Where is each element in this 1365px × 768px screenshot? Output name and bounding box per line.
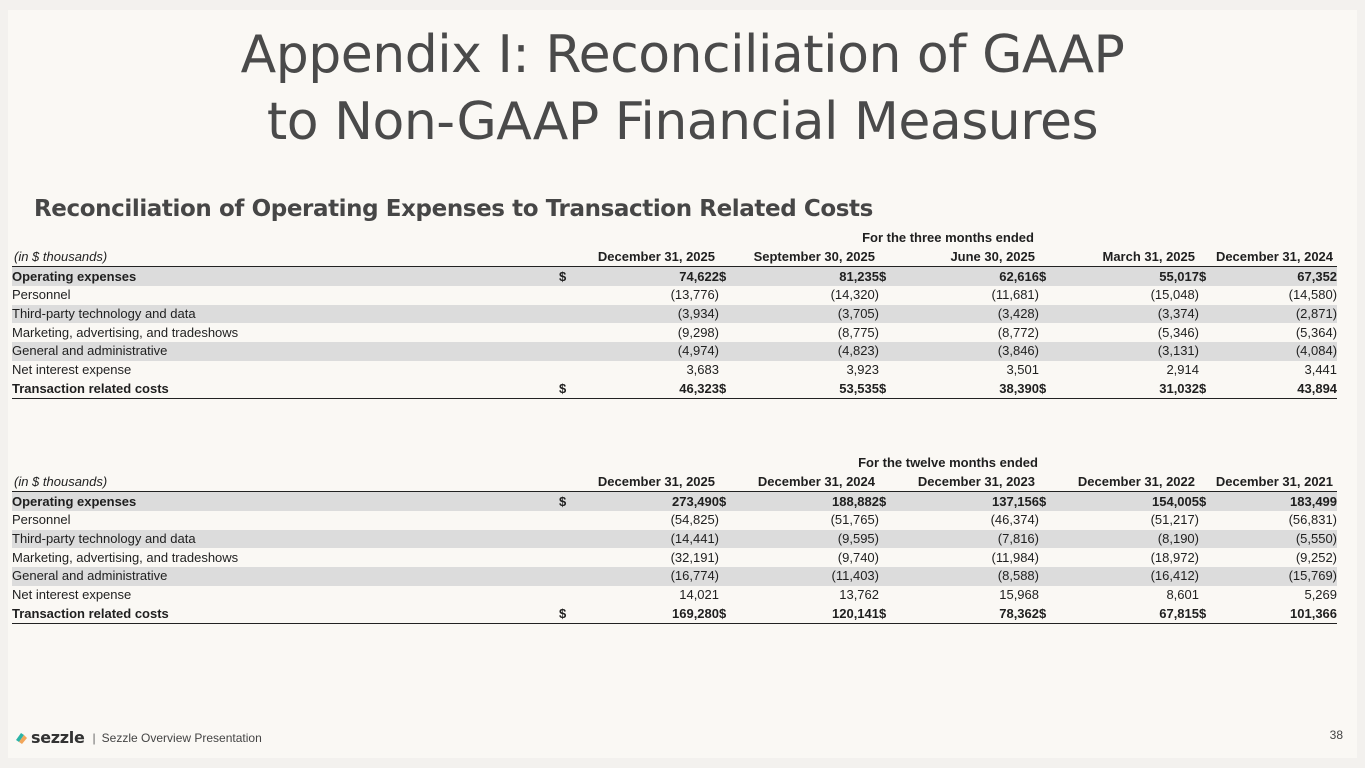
cell-value: 46,323	[575, 380, 719, 399]
page-title	[8, 22, 1357, 156]
table-row	[12, 530, 1337, 549]
header-row	[12, 248, 1337, 267]
currency-symbol	[1199, 548, 1215, 567]
currency-symbol	[1199, 361, 1215, 380]
currency-symbol: $	[559, 492, 575, 511]
currency-symbol	[559, 361, 575, 380]
cell-value: 120,141	[735, 605, 879, 624]
cell-value: (5,550)	[1215, 530, 1337, 549]
cell-value: 14,021	[679, 587, 719, 603]
column-header: December 31, 2024	[719, 473, 879, 492]
row-label: Net interest expense	[12, 587, 132, 603]
currency-symbol	[559, 530, 575, 549]
row-label: Third-party technology and data	[12, 530, 559, 549]
currency-symbol: $	[879, 492, 895, 511]
sezzle-logo-icon	[14, 731, 28, 745]
row-label: General and administrative	[12, 342, 559, 361]
table-row	[12, 267, 1337, 286]
row-label: Transaction related costs	[12, 380, 559, 399]
footer-separator: |	[92, 730, 96, 745]
currency-symbol	[879, 342, 895, 361]
table-row	[12, 605, 1337, 624]
row-label: Operating expenses	[12, 267, 559, 286]
cell-value: (13,776)	[670, 287, 719, 303]
cell-value: 55,017	[1055, 267, 1199, 286]
cell-value: (8,772)	[997, 324, 1039, 340]
currency-symbol	[559, 586, 575, 605]
currency-symbol	[719, 567, 735, 586]
currency-symbol: $	[1199, 492, 1215, 511]
cell-value: (5,364)	[1295, 324, 1338, 340]
cell-value: (11,403)	[735, 567, 879, 586]
currency-symbol	[879, 567, 895, 586]
currency-symbol	[1199, 567, 1215, 586]
currency-symbol	[719, 530, 735, 549]
currency-symbol	[719, 361, 735, 380]
currency-symbol	[719, 511, 735, 530]
currency-symbol	[879, 305, 895, 324]
column-header: December 31, 2022	[1039, 473, 1199, 492]
currency-symbol	[879, 530, 895, 549]
cell-value: 78,362	[895, 605, 1039, 624]
period-spacer	[12, 229, 559, 248]
cell-value: 15,968	[999, 587, 1039, 603]
currency-symbol	[559, 286, 575, 305]
row-label: Third-party technology and data	[12, 305, 559, 324]
cell-value: (51,217)	[1150, 512, 1199, 528]
column-header: December 31, 2025	[559, 248, 719, 267]
table-row	[12, 342, 1337, 361]
column-header: December 31, 2025	[559, 473, 719, 492]
table-row	[12, 492, 1337, 511]
cell-value: 137,156	[895, 492, 1039, 511]
table-row	[12, 323, 1337, 342]
currency-symbol	[1199, 530, 1215, 549]
row-label: Personnel	[12, 287, 71, 303]
cell-value: 13,762	[839, 587, 879, 603]
period-label: For the three months ended	[862, 230, 1034, 246]
period-row	[12, 229, 1337, 248]
currency-symbol: $	[559, 605, 575, 624]
cell-value: (18,972)	[1150, 549, 1199, 565]
currency-symbol	[1199, 511, 1215, 530]
column-header: December 31, 2024	[1199, 248, 1337, 267]
row-label: Personnel	[12, 512, 71, 528]
cell-value: (51,765)	[830, 512, 879, 528]
three-months-table	[12, 229, 1337, 399]
currency-symbol	[1039, 586, 1055, 605]
currency-symbol: $	[879, 267, 895, 286]
cell-value: (3,934)	[575, 305, 719, 324]
row-label: Marketing, advertising, and tradeshows	[12, 549, 239, 565]
currency-symbol	[1039, 361, 1055, 380]
table-row	[12, 548, 1337, 567]
currency-symbol: $	[1039, 380, 1055, 399]
table-row	[12, 380, 1337, 399]
currency-symbol: $	[1199, 267, 1215, 286]
currency-symbol: $	[719, 380, 735, 399]
currency-symbol: $	[1039, 492, 1055, 511]
row-label: Operating expenses	[12, 492, 559, 511]
cell-value: 273,490	[575, 492, 719, 511]
cell-value: (4,974)	[575, 342, 719, 361]
currency-symbol	[1039, 323, 1055, 342]
cell-value: 74,622	[575, 267, 719, 286]
currency-symbol	[1199, 305, 1215, 324]
currency-symbol	[559, 323, 575, 342]
currency-symbol	[559, 342, 575, 361]
cell-value: 183,499	[1215, 492, 1337, 511]
cell-value: 2,914	[1166, 362, 1199, 378]
currency-symbol: $	[879, 605, 895, 624]
cell-value: (2,871)	[1215, 305, 1337, 324]
currency-symbol: $	[1199, 605, 1215, 624]
table-row	[12, 361, 1337, 380]
period-label: For the twelve months ended	[858, 455, 1038, 471]
footer	[14, 728, 262, 747]
units-label: (in $ thousands)	[12, 473, 559, 492]
column-header: March 31, 2025	[1039, 248, 1199, 267]
cell-value: (11,984)	[991, 549, 1039, 565]
row-label: General and administrative	[12, 567, 559, 586]
column-header: December 31, 2021	[1199, 473, 1337, 492]
row-label: Transaction related costs	[12, 605, 559, 624]
currency-symbol	[1199, 323, 1215, 342]
currency-symbol	[719, 323, 735, 342]
currency-symbol	[1199, 586, 1215, 605]
cell-value: (9,252)	[1295, 549, 1338, 565]
cell-value: (15,048)	[1150, 287, 1199, 303]
column-header: December 31, 2023	[879, 473, 1039, 492]
units-label: (in $ thousands)	[12, 248, 559, 267]
table-row	[12, 511, 1337, 530]
table-row	[12, 286, 1337, 305]
cell-value: 3,923	[846, 362, 879, 378]
currency-symbol	[559, 305, 575, 324]
cell-value: (14,441)	[575, 530, 719, 549]
currency-symbol: $	[1039, 267, 1055, 286]
cell-value: 5,269	[1304, 587, 1338, 603]
currency-symbol	[719, 305, 735, 324]
currency-symbol	[1039, 567, 1055, 586]
currency-symbol: $	[719, 267, 735, 286]
currency-symbol	[879, 586, 895, 605]
currency-symbol	[879, 511, 895, 530]
table-row	[12, 305, 1337, 324]
currency-symbol: $	[559, 267, 575, 286]
currency-symbol	[1039, 511, 1055, 530]
cell-value: 3,441	[1304, 362, 1338, 378]
cell-value: 81,235	[735, 267, 879, 286]
cell-value: (7,816)	[895, 530, 1039, 549]
currency-symbol: $	[1039, 605, 1055, 624]
cell-value: (8,588)	[895, 567, 1039, 586]
currency-symbol: $	[879, 380, 895, 399]
cell-value: (3,428)	[895, 305, 1039, 324]
cell-value: 53,535	[735, 380, 879, 399]
currency-symbol	[559, 511, 575, 530]
currency-symbol	[1039, 305, 1055, 324]
currency-symbol	[879, 548, 895, 567]
currency-symbol	[879, 361, 895, 380]
currency-symbol	[719, 548, 735, 567]
currency-symbol	[879, 286, 895, 305]
period-row	[12, 454, 1337, 473]
cell-value: 67,352	[1215, 267, 1337, 286]
currency-symbol	[559, 548, 575, 567]
period-spacer	[12, 454, 559, 473]
currency-symbol	[879, 323, 895, 342]
cell-value: 188,882	[735, 492, 879, 511]
cell-value: (5,346)	[1157, 324, 1199, 340]
title-line-2: to Non-GAAP Financial Measures	[266, 92, 1099, 152]
brand-logo-text: sezzle	[31, 728, 85, 747]
currency-symbol	[719, 342, 735, 361]
cell-value: (3,374)	[1055, 305, 1199, 324]
cell-value: 38,390	[895, 380, 1039, 399]
table-row	[12, 567, 1337, 586]
cell-value: (46,374)	[990, 512, 1039, 528]
title-line-1: Appendix I: Reconciliation of GAAP	[240, 25, 1125, 85]
cell-value: (8,775)	[837, 324, 879, 340]
cell-value: (56,831)	[1288, 512, 1338, 528]
currency-symbol	[1039, 548, 1055, 567]
currency-symbol: $	[719, 492, 735, 511]
cell-value: 169,280	[575, 605, 719, 624]
row-label: Net interest expense	[12, 362, 132, 378]
table-row	[12, 586, 1337, 605]
cell-value: (9,595)	[735, 530, 879, 549]
currency-symbol	[719, 286, 735, 305]
cell-value: (8,190)	[1055, 530, 1199, 549]
cell-value: 62,616	[895, 267, 1039, 286]
cell-value: 8,601	[1166, 587, 1199, 603]
cell-value: (9,740)	[837, 549, 879, 565]
cell-value: (4,823)	[735, 342, 879, 361]
cell-value: 3,501	[1006, 362, 1039, 378]
footer-text: Sezzle Overview Presentation	[101, 730, 262, 745]
row-label: Marketing, advertising, and tradeshows	[12, 324, 239, 340]
currency-symbol	[719, 586, 735, 605]
cell-value: 101,366	[1215, 605, 1337, 624]
cell-value: (15,769)	[1215, 567, 1337, 586]
column-header: June 30, 2025	[879, 248, 1039, 267]
cell-value: (9,298)	[677, 324, 719, 340]
cell-value: 154,005	[1055, 492, 1199, 511]
cell-value: (16,774)	[575, 567, 719, 586]
cell-value: (14,580)	[1288, 287, 1338, 303]
currency-symbol	[1039, 286, 1055, 305]
cell-value: 3,683	[686, 362, 719, 378]
page-number: 38	[1329, 728, 1343, 742]
currency-symbol	[559, 567, 575, 586]
header-row	[12, 473, 1337, 492]
currency-symbol	[1199, 286, 1215, 305]
currency-symbol: $	[559, 380, 575, 399]
currency-symbol	[1039, 530, 1055, 549]
cell-value: (14,320)	[830, 287, 879, 303]
twelve-months-table	[12, 454, 1337, 624]
cell-value: (32,191)	[670, 549, 719, 565]
cell-value: (16,412)	[1055, 567, 1199, 586]
section-subtitle: Reconciliation of Operating Expenses to Transaction Related Costs	[34, 196, 873, 222]
column-header: September 30, 2025	[719, 248, 879, 267]
currency-symbol	[1039, 342, 1055, 361]
cell-value: (54,825)	[670, 512, 719, 528]
cell-value: (3,846)	[895, 342, 1039, 361]
cell-value: (11,681)	[991, 287, 1039, 303]
currency-symbol: $	[719, 605, 735, 624]
cell-value: (3,705)	[735, 305, 879, 324]
cell-value: 67,815	[1055, 605, 1199, 624]
cell-value: 31,032	[1055, 380, 1199, 399]
currency-symbol: $	[1199, 380, 1215, 399]
cell-value: 43,894	[1215, 380, 1337, 399]
cell-value: (3,131)	[1055, 342, 1199, 361]
currency-symbol	[1199, 342, 1215, 361]
cell-value: (4,084)	[1215, 342, 1337, 361]
